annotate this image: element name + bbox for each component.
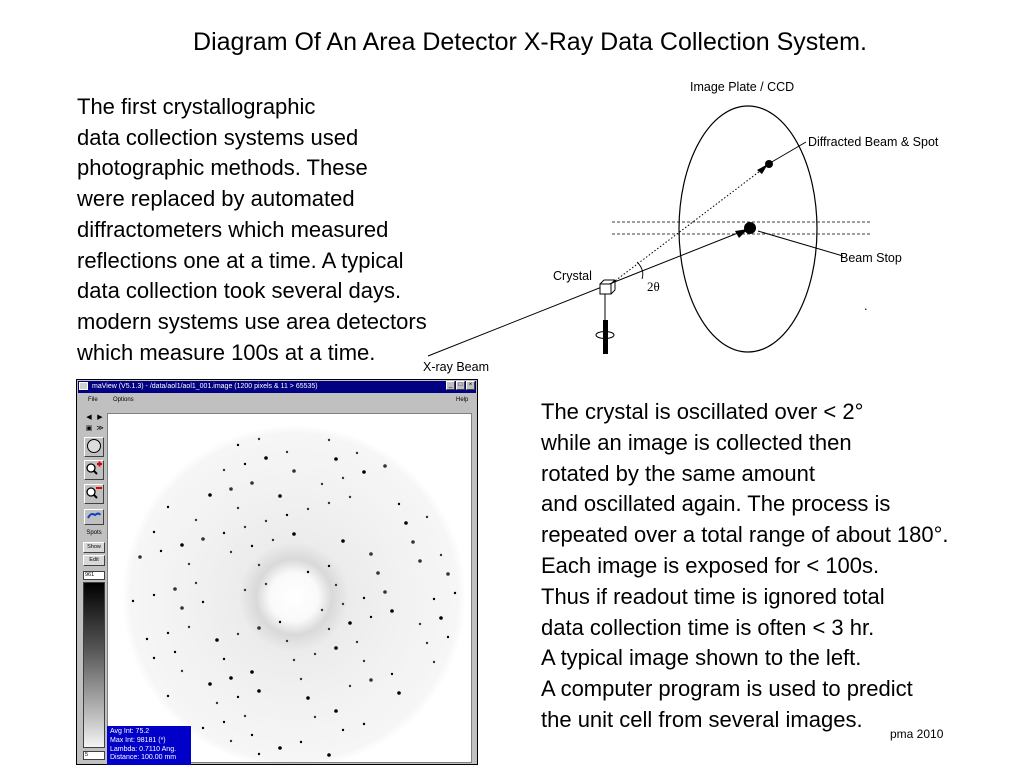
diffraction-spot [244,589,246,591]
diffraction-pattern [108,414,471,762]
zoom-in-icon [85,461,103,477]
app-icon[interactable] [79,382,88,390]
diffraction-spot [334,457,338,461]
diffraction-spot [223,721,225,723]
beam-stop-label: Beam Stop [840,251,902,265]
diffraction-spot [195,582,197,584]
diffraction-spot [229,487,233,491]
close-button[interactable]: × [466,381,475,390]
diffraction-spot [341,539,345,543]
diffraction-spot [215,638,219,642]
maview-window [76,379,478,765]
diffracted-label: Diffracted Beam & Spot [808,135,939,149]
diffraction-spot [334,709,338,713]
diffraction-spot [223,532,225,534]
right-line: data collection time is often < 3 hr. [541,614,875,640]
lambda: Lambda: 0.7110 Ang. [110,745,177,753]
diffraction-spot [202,601,204,603]
diffraction-spot [383,464,387,468]
diffraction-spot [369,678,373,682]
diffraction-spot [201,537,205,541]
diffraction-spot [237,444,239,446]
left-line: reflections one at a time. A typical [77,247,404,273]
diffraction-spot [257,626,261,630]
diffraction-spot [342,603,344,605]
left-line: The first crystallographic [77,94,316,119]
right-line: and oscillated again. The process is [541,491,891,517]
diffraction-spot [229,676,233,680]
diffraction-spot [356,452,358,454]
diffraction-spot [342,729,344,731]
diffraction-spot [426,642,428,644]
diffraction-spot [348,621,352,625]
diffraction-spot [439,616,443,620]
crystal-label: Crystal [553,269,592,283]
max-value-field[interactable]: 961 [83,571,105,580]
diffraction-spot [300,678,302,680]
diffraction-spot [223,469,225,471]
right-line: A typical image shown to the left. [541,645,862,671]
diffraction-spot [153,531,155,533]
link-icon [86,510,102,522]
xray-beam-label: X-ray Beam [423,360,489,374]
left-line: photographic methods. These [77,155,368,181]
diffraction-spot [265,583,267,585]
diffraction-spot [153,594,155,596]
diffraction-spot [328,439,330,441]
diffraction-spot [362,470,366,474]
diffraction-spot [419,623,421,625]
diffraction-spot [237,696,239,698]
left-line: modern systems use area detectors [77,308,427,334]
goniometer-stem [603,320,608,354]
diffraction-spot [278,494,282,498]
diffraction-spot [257,689,261,693]
distance: Distance: 100.00 mm [110,754,177,762]
diffraction-spot [132,600,134,602]
diffraction-spot [258,564,260,566]
diffraction-spot [237,507,239,509]
edit-button[interactable]: Edit [83,555,105,566]
slide-title: Diagram Of An Area Detector X-Ray Data Collection System. [193,28,867,56]
diffraction-spot [264,456,268,460]
diffraction-spot [447,636,449,638]
intensity-scale[interactable] [83,582,105,748]
frame-icon[interactable]: ▣ [85,425,93,432]
maximize-button[interactable]: □ [456,381,465,390]
diffraction-spot [272,539,274,541]
diffraction-spot [418,559,422,563]
window-controls [446,381,475,390]
diffraction-spot [286,514,288,516]
diffraction-spot [251,734,253,736]
arrow-left-icon[interactable]: ◀ [86,414,92,421]
left-line: data collection took several days. [77,278,402,304]
arrow-right-icon[interactable]: ▶ [97,414,103,421]
diffraction-spot [328,502,330,504]
diffraction-spot [153,657,155,659]
diffraction-spot [426,516,428,518]
diffraction-spot [293,659,295,661]
detector-disc [122,425,466,762]
diffraction-spot [334,646,338,650]
diffraction-spot [265,520,267,522]
diffraction-spot [314,653,316,655]
diffraction-spot [174,651,176,653]
diffraction-spot [349,496,351,498]
diffracted-beam-line [607,165,768,287]
diffraction-spot [376,571,380,575]
diffraction-spot [278,746,282,750]
diffraction-spot [167,506,169,508]
crystal-shape [600,284,611,294]
diffraction-spot [397,691,401,695]
diffraction-spot [180,543,184,547]
diffraction-spot [446,572,450,576]
right-line: Each image is exposed for < 100s. [541,552,880,578]
zoom-out-button[interactable] [84,484,104,504]
diffraction-spot [307,571,309,573]
diffraction-spot [250,481,254,485]
diffraction-spot [349,685,351,687]
diffraction-spot [314,716,316,718]
diffraction-spot [167,632,169,634]
diffracted-spot [765,160,773,168]
right-line: the unit cell from several images. [541,706,863,732]
menu-file[interactable]: File [88,397,98,403]
diffraction-spot [208,682,212,686]
xray-beam-line [428,229,748,356]
diffraction-spot [216,702,218,704]
diffracted-leader [770,142,806,163]
right-line: while an image is collected then [541,429,852,455]
diffraction-spot [258,438,260,440]
diffraction-spot [307,508,309,510]
right-paragraph [541,397,1021,736]
diffraction-spot [250,670,254,674]
angle-arc [637,262,643,279]
max-int: Max Int: 98181 (*) [110,736,166,744]
diffraction-spot [327,753,331,757]
diffraction-spot [181,670,183,672]
diffraction-spot [208,493,212,497]
show-button[interactable]: Show [83,542,105,553]
diffraction-spot [223,658,225,660]
left-line: which measure 100s at a time. [77,339,376,365]
right-line: rotated by the same amount [541,460,815,486]
diffraction-image[interactable] [107,413,472,763]
diffraction-spot [391,673,393,675]
diffraction-spot [167,695,169,697]
image-plate-label: Image Plate / CCD [690,80,795,94]
diffraction-spot [440,554,442,556]
diffraction-spot [244,715,246,717]
diffraction-spot [390,609,394,613]
min-value-field[interactable]: 5 [83,751,105,760]
diffraction-spot [244,526,246,528]
diffraction-spot [237,633,239,635]
right-line: A computer program is used to predict [541,676,913,702]
diffraction-spot [146,638,148,640]
window-title: maView (V5.1.3) - /data/aol1/aol1_001.image (1200 pixels & 11 > 65535) [92,383,318,390]
diffraction-spot [335,584,337,586]
link-button[interactable] [84,509,104,525]
left-line: data collection systems used [77,124,359,150]
diffraction-spot [363,723,365,725]
diffraction-spot [300,741,302,743]
diffraction-spot [321,609,323,611]
beam-stop-leader [758,231,843,256]
zoom-out-icon [85,485,103,501]
beam-stop [744,222,756,234]
diffraction-spot [160,550,162,552]
diffraction-spot [279,621,281,623]
left-line: were replaced by automated [77,186,355,212]
diffraction-spot [328,565,330,567]
diffraction-spot [321,483,323,485]
diffraction-spot [363,660,365,662]
footer-credit: pma 2010 [890,727,944,741]
spots-label: Spots [86,530,102,536]
diffraction-spot [251,545,253,547]
right-line: Thus if readout time is ignored total [541,583,885,609]
diffraction-spot [180,606,184,610]
diffraction-spot [383,590,387,594]
right-line: The crystal is oscillated over < 2° [541,399,864,424]
diffraction-spot [356,641,358,643]
stray-dot: . [864,299,868,313]
diffraction-spot [258,753,260,755]
diffraction-spot [433,661,435,663]
diffraction-spot [411,540,415,544]
diffraction-spot [404,521,408,525]
fast-forward-icon[interactable]: ≫ [96,425,104,432]
diffraction-spot [138,555,142,559]
diffraction-spot [202,727,204,729]
diffraction-spot [363,597,365,599]
diffraction-spot [188,626,190,628]
diffraction-spot [306,696,310,700]
diffraction-spot [292,469,296,473]
left-line: diffractometers which measured [77,216,389,242]
toolbar [80,410,106,762]
diffraction-spot [244,463,246,465]
minimize-button[interactable]: _ [446,381,455,390]
detector-view-button[interactable] [84,437,104,457]
diffraction-spot [370,616,372,618]
diffraction-spot [286,451,288,453]
window-titlebar[interactable] [78,381,476,393]
diffraction-spot [398,503,400,505]
diffraction-spot [195,519,197,521]
zoom-in-button[interactable] [84,460,104,480]
diffraction-spot [292,532,296,536]
avg-int: Avg Int: 75.2 [110,728,150,735]
right-line: repeated over a total range of about 180°. [541,522,949,548]
menu-bar [78,394,476,406]
diffraction-spot [342,477,344,479]
diffraction-spot [188,563,190,565]
diffraction-spot [369,552,373,556]
menu-options[interactable]: Options [113,397,134,403]
diffraction-spot [230,551,232,553]
diffraction-spot [433,598,435,600]
diffraction-spot [173,587,177,591]
detector-icon [86,438,102,454]
image-info-box [107,726,191,765]
menu-help[interactable]: Help [456,397,469,403]
diffraction-spot [328,628,330,630]
diffraction-spot [286,640,288,642]
diffraction-spot [230,740,232,742]
diffraction-spot [454,592,456,594]
angle-label: 2θ [647,279,660,294]
